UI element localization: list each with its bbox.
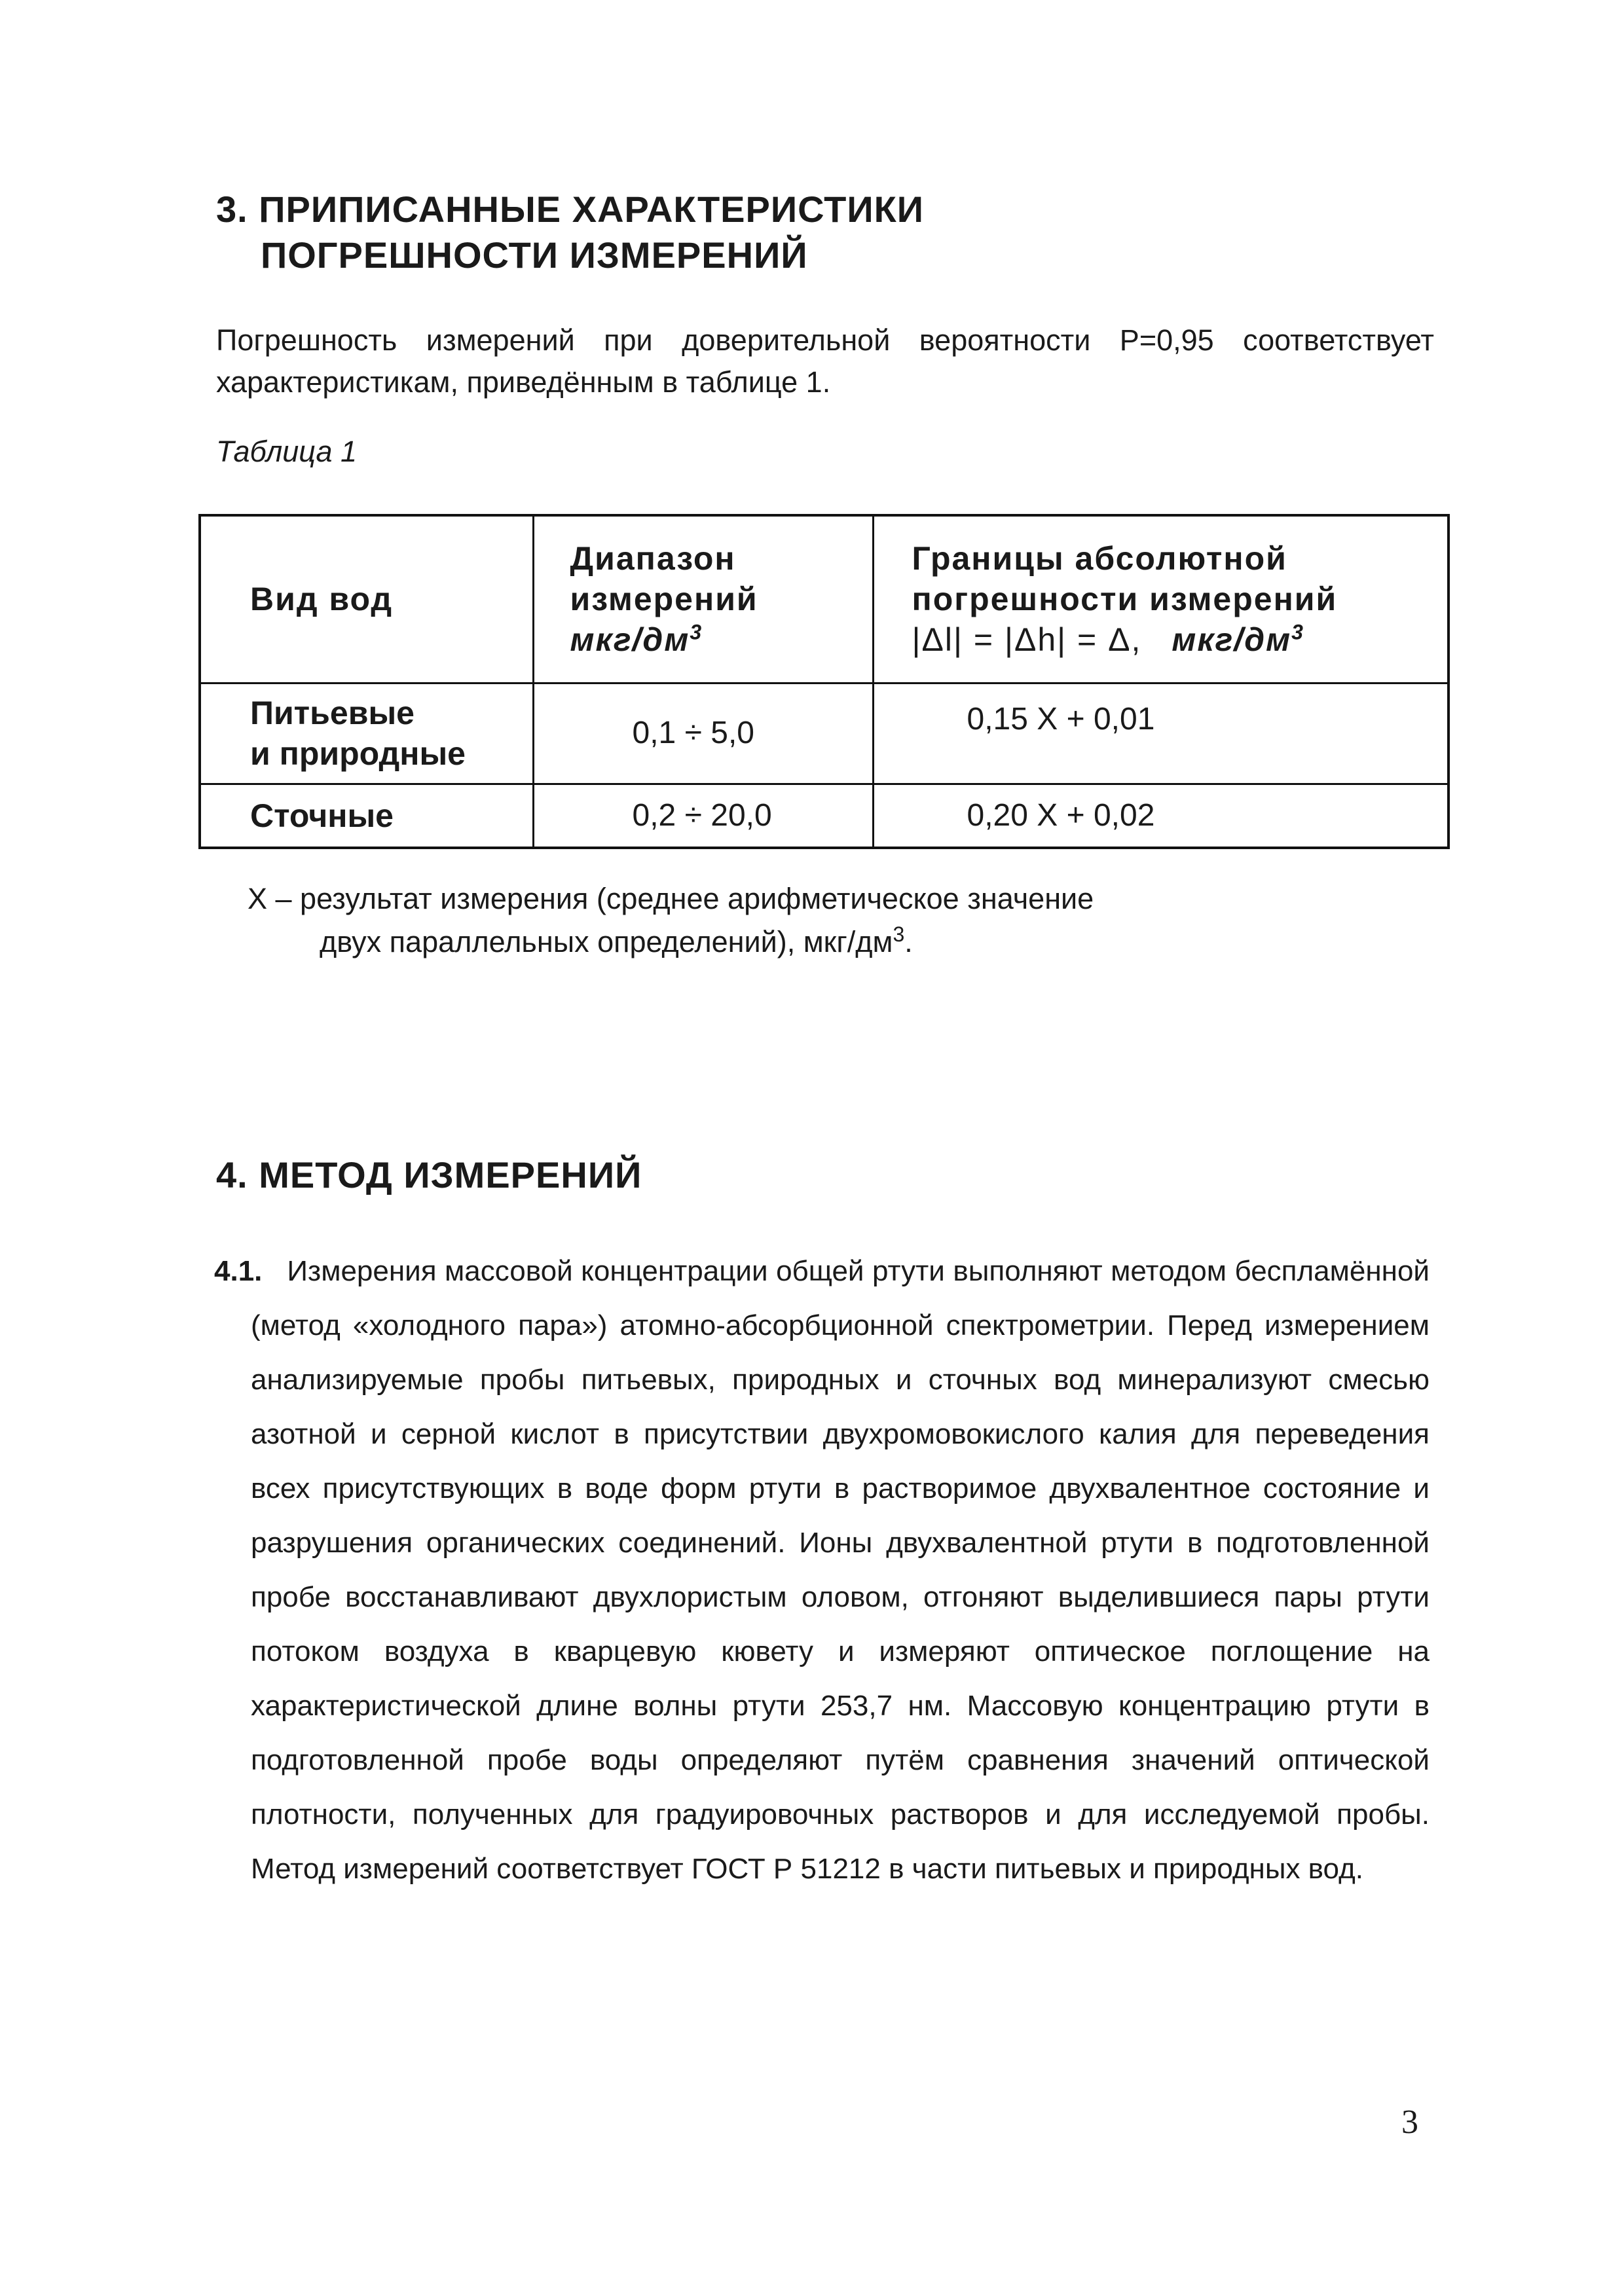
table-1 [198, 514, 1450, 849]
header-error-line2: погрешности измерений [912, 581, 1338, 618]
table-row [200, 683, 1449, 784]
section3-heading-line1: 3. ПРИПИСАННЫЕ ХАРАКТЕРИСТИКИ [216, 189, 925, 230]
header-water-type [200, 515, 533, 683]
header-error-formula: |Δl| = |Δh| = Δ, [912, 621, 1142, 659]
table-row [200, 784, 1449, 848]
header-range-line2: измерений [570, 581, 758, 618]
row-error-drinking-natural: 0,15 X + 0,01 [873, 683, 1449, 784]
section4-paragraph-4-1 [214, 1244, 1430, 1896]
header-error-line1: Границы абсолютной [912, 540, 1287, 577]
table-caption: Таблица 1 [216, 435, 358, 468]
header-error-formula-line [912, 619, 1448, 660]
header-error [873, 515, 1449, 683]
page-number: 3 [1401, 2104, 1418, 2141]
header-water-type-label: Вид вод [250, 581, 394, 618]
header-range-line1: Диапазон [570, 540, 736, 577]
row-error-waste: 0,20 X + 0,02 [873, 784, 1449, 848]
row-label-waste: Сточные [200, 784, 533, 848]
paragraph-number: 4.1. [214, 1255, 263, 1287]
header-range-unit: мкг/$дм^3$ [570, 620, 703, 659]
table-footnote-line1: X – результат измерения (среднее арифметическое значение [248, 882, 1094, 915]
paragraph-text: Измерения массовой концентрации общей ртути выполняют методом беспламённой (метод «холодного пара») атомно-абсорбционной спектрометрии. Перед измерением анализируемые пробы питьевых, природных и сточных вод минерализуют смесью азотной и серной кислот в присутствии двухромовокислого калия для переведения всех присутствующих в воде форм ртути в растворимое двухвалентное состояние и разрушения органических соединений. Ионы двухвалентной ртути в подготовленной пробе восстанавливают двухлористым оловом, отгоняют выделившиеся пары ртути потоком воздуха в кварцевую кювету и измеряют оптическое поглощение на характеристической длине волны ртути 253,7 нм. Массовую концентрацию ртути в подготовленной пробе воды определяют путём сравнения значений оптической плотности, полученных для градуировочных растворов и для исследуемой пробы. Метод измерений соответствует ГОСТ Р 51212 в части питьевых и природных вод. [251, 1255, 1430, 1885]
row-range-waste: 0,2 ÷ 20,0 [533, 784, 873, 848]
header-range [533, 515, 873, 683]
table-footnote-line2: двух параллельных определений), мкг/$дм^3$. [320, 922, 913, 958]
table-header-row [200, 515, 1449, 683]
section3-heading-line2: ПОГРЕШНОСТИ ИЗМЕРЕНИЙ [261, 234, 808, 276]
header-error-unit: мкг/$дм^3$ [1172, 620, 1304, 659]
row-label-drinking-natural: Питьевые и природные [200, 683, 533, 784]
row-range-drinking-natural: 0,1 ÷ 5,0 [533, 683, 873, 784]
section4-heading: 4. МЕТОД ИЗМЕРЕНИЙ [216, 1154, 642, 1195]
section3-intro: Погрешность измерений при доверительной вероятности P=0,95 соответствует характеристикам, приведённым в таблице 1. [216, 323, 1434, 399]
